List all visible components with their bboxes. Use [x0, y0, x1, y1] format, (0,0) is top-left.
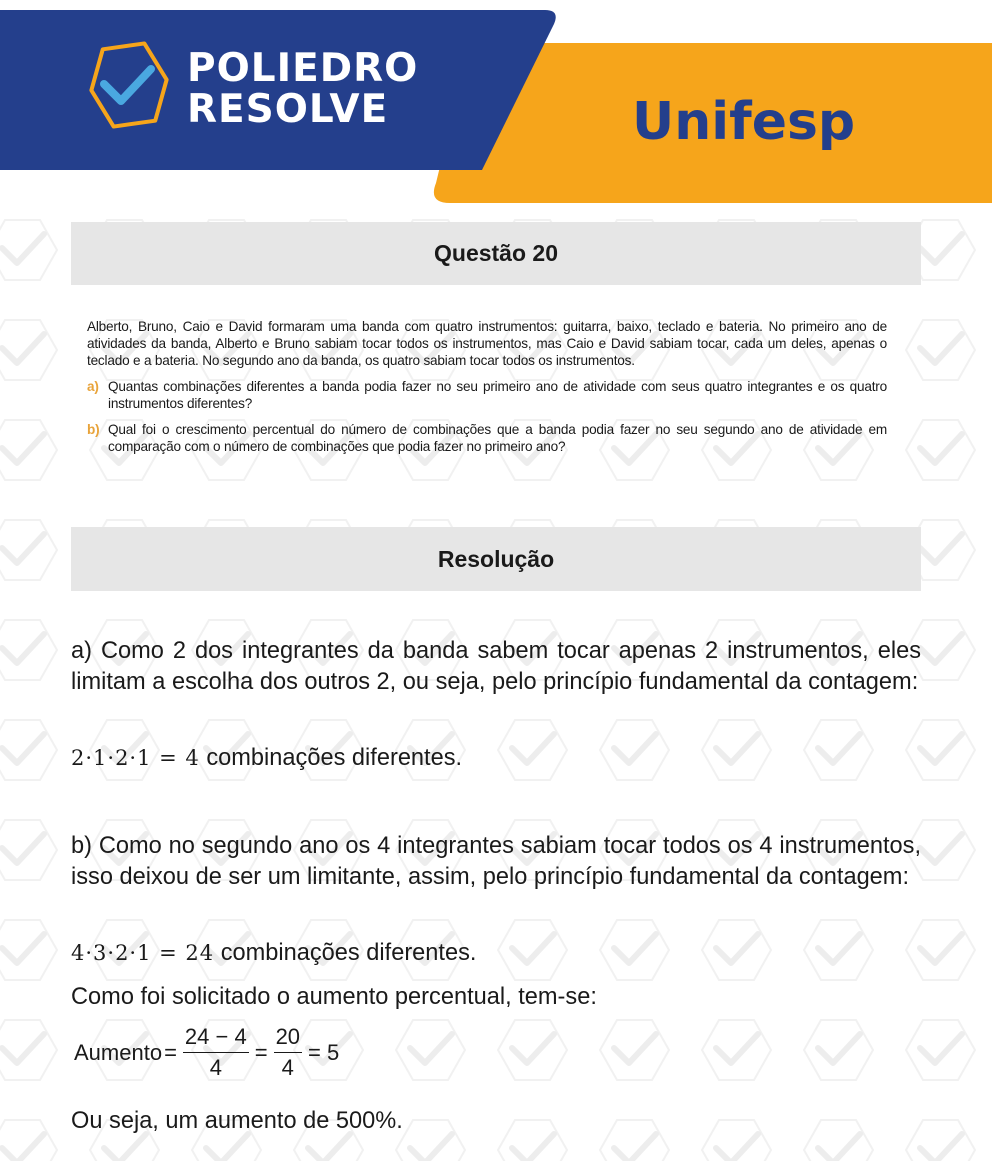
increase-formula — [71, 1024, 921, 1081]
fraction-1-denominator: 4 — [209, 1055, 222, 1080]
part-a-text: a) Como 2 dos integrantes da banda sabem tocar apenas 2 instrumentos, eles limitam a escolha dos outros 2, ou seja, pelo princípio fundamental da contagem: — [71, 638, 921, 695]
formula-equals-2: = — [254, 1040, 268, 1065]
part-a-suffix: combinações diferentes. — [206, 745, 463, 771]
part-b-expression: 4·3·2·1 = 24 — [71, 941, 215, 965]
question-title: Questão 20 — [434, 240, 558, 266]
resolution-title-box — [71, 527, 921, 591]
fraction-2-denominator: 4 — [281, 1055, 294, 1080]
fraction-1 — [183, 1024, 249, 1081]
resolution-title: Resolução — [437, 545, 555, 572]
percent-intro: Como foi solicitado o aumento percentual, tem-se: — [71, 984, 597, 1010]
question-item-b — [87, 421, 887, 455]
question-item-a — [87, 378, 887, 412]
formula-result: = 5 — [308, 1040, 340, 1065]
fraction-1-numerator: 24 − 4 — [183, 1024, 249, 1053]
fraction-2-numerator: 20 — [274, 1024, 302, 1053]
conclusion: Ou seja, um aumento de 500%. — [71, 1108, 403, 1134]
item-label: a) — [87, 379, 99, 394]
brand-title-line1: POLIEDRO — [187, 46, 419, 91]
question-title-box — [71, 222, 921, 285]
university-name: Unifesp — [632, 92, 856, 152]
part-a-result — [71, 743, 921, 774]
formula-equals-1: = — [164, 1040, 177, 1065]
part-b-result — [71, 938, 921, 969]
question-statement: Alberto, Bruno, Caio e David formaram uma banda com quatro instrumentos: guitarra, baixo, teclado e bateria. No primeiro ano de atividades da banda, Alberto e Bruno sabiam tocar todos os instrumentos, mas Caio e David sabiam tocar, cada um deles, apenas o teclado e a bateria. No segundo ano da banda, os quatro sabiam tocar todos os instrumentos. — [87, 319, 887, 368]
fraction-2 — [274, 1024, 302, 1081]
formula-label: Aumento — [74, 1040, 163, 1065]
part-a-expression: 2·1·2·1 = 4 — [71, 746, 200, 770]
brand-title-line2: RESOLVE — [187, 87, 389, 132]
part-b-suffix: combinações diferentes. — [220, 940, 477, 966]
item-text: Qual foi o crescimento percentual do número de combinações que a banda podia fazer no seu segundo ano de atividade em comparação com o número de combinações que podia fazer no primeiro ano? — [108, 422, 887, 454]
question-body — [87, 318, 887, 455]
part-b-text: b) Como no segundo ano os 4 integrantes sabiam tocar todos os 4 instrumentos, isso deixou de ser um limitante, assim, pelo princípio fundamental da contagem: — [71, 833, 921, 890]
item-label: b) — [87, 422, 100, 437]
item-text: Quantas combinações diferentes a banda podia fazer no seu primeiro ano de atividade com seus quatro integrantes e os quatro instrumentos diferentes? — [108, 379, 887, 411]
